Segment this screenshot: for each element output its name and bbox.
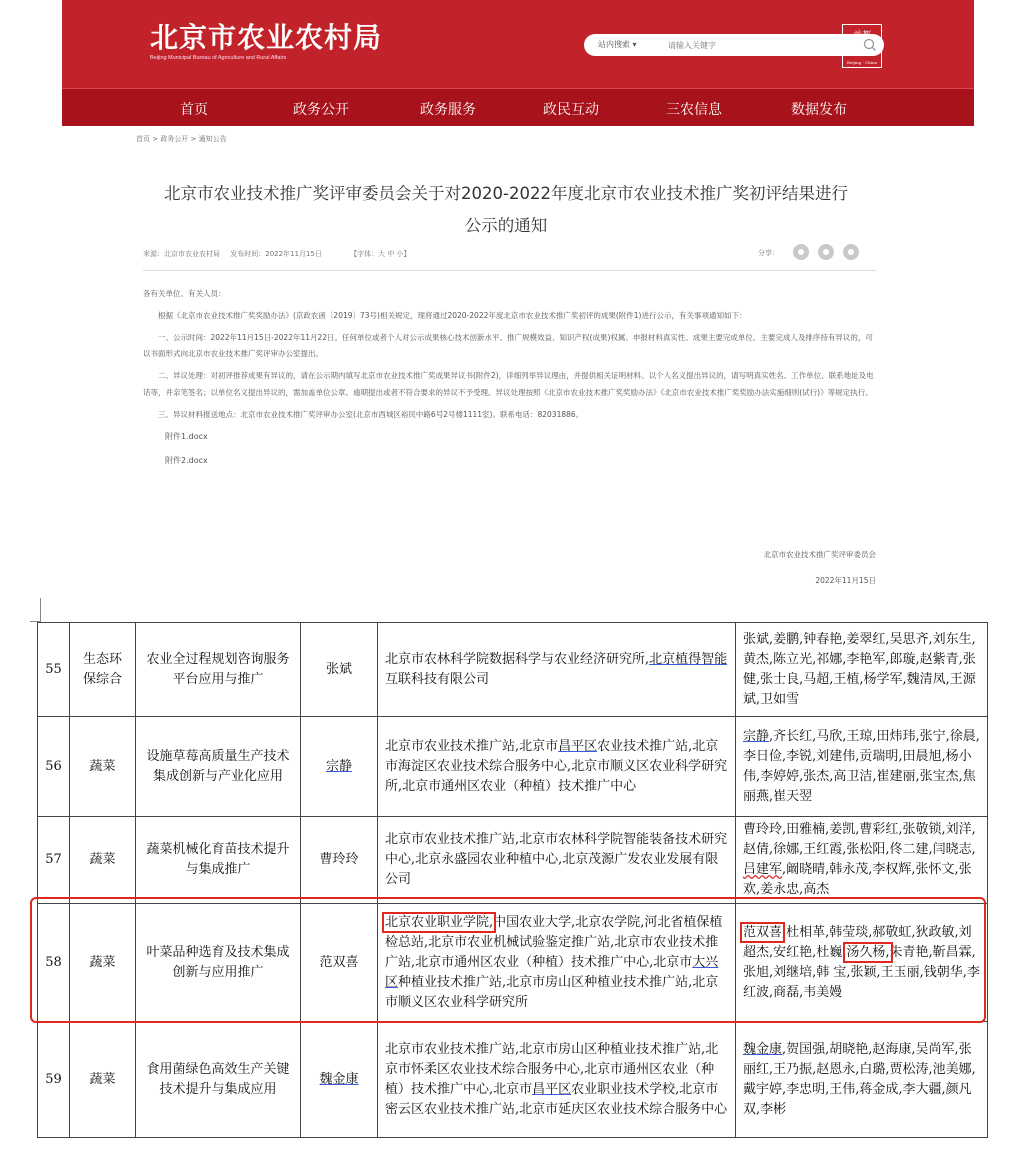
units-underlined: 大兴区 xyxy=(385,954,719,990)
favorite-share-icon[interactable] xyxy=(843,244,859,260)
row-members xyxy=(736,904,988,1022)
units-underlined: 昌平区 xyxy=(558,738,598,754)
signature-date: 2022年11月15日 xyxy=(815,576,876,585)
units-text: 北京市农业技术推广站,北京市房山区种植业技术推广站,北京市怀柔区农业技术综合服务中心,北京市通州区农业（种植）技术推广中心,北京市 xyxy=(385,1041,719,1097)
row-project: 蔬菜机械化育苗技术提升与集成推广 xyxy=(136,817,301,904)
table-row xyxy=(38,1022,988,1138)
row-number: 59 xyxy=(38,1022,70,1138)
units-text: 北京市农业技术推广站,北京市 xyxy=(385,738,559,754)
row-units xyxy=(378,904,736,1022)
row-number: 55 xyxy=(38,623,70,717)
member-underlined: 魏金康 xyxy=(743,1041,783,1057)
row-leader xyxy=(301,1022,378,1138)
main-nav xyxy=(62,88,974,126)
article-body xyxy=(143,286,876,478)
members-text: 曹玲玲,田雅楠,姜凯,曹彩红,张敬锁,刘洋,赵倩,徐娜,王红霞,张松阳,佟二建,闫晓志, xyxy=(743,822,976,857)
table-row xyxy=(38,817,988,904)
article-meta xyxy=(143,249,419,259)
row-category: 蔬菜 xyxy=(70,1022,136,1138)
row-members xyxy=(736,1022,988,1138)
capital-emblem-logo xyxy=(842,24,882,68)
row-project: 设施草莓高质量生产技术集成创新与产业化应用 xyxy=(136,717,301,817)
row-category: 蔬菜 xyxy=(70,817,136,904)
row-number: 58 xyxy=(38,904,70,1022)
breadcrumb[interactable]: 首页 > 政务公开 > 通知公告 xyxy=(136,135,227,143)
units-underlined: 北京植得智能 xyxy=(649,651,728,667)
leader-underlined: 魏金康 xyxy=(319,1071,359,1087)
row-project: 农业全过程规划咨询服务平台应用与推广 xyxy=(136,623,301,717)
row-category: 生态环保综合 xyxy=(70,623,136,717)
row-project: 叶菜品种选育及技术集成创新与应用推广 xyxy=(136,904,301,1022)
divider xyxy=(143,270,876,271)
page-title-line2: 公示的通知 xyxy=(464,216,548,235)
units-text: 互联科技有限公司 xyxy=(385,671,490,687)
member-underlined: 宗静 xyxy=(743,728,770,744)
emblem-chars: 首都 xyxy=(852,31,871,41)
member-boxed: 范双喜 xyxy=(743,924,783,940)
row-units xyxy=(378,1022,736,1138)
search-input[interactable] xyxy=(668,37,848,53)
article-source: 来源：北京市农业农村局 xyxy=(143,250,220,258)
units-boxed: 北京农业职业学院, xyxy=(385,914,494,930)
row-number: 56 xyxy=(38,717,70,817)
members-text: ,阚晓晴,韩永茂,李权辉,张怀文,张欢,姜永忠,高杰 xyxy=(743,862,972,897)
units-text: 种植业技术推广站,北京市房山区种植业技术推广站,北京市顺义区农业科学研究所 xyxy=(385,974,719,1010)
site-title[interactable]: 北京市农业农村局 xyxy=(150,21,383,54)
nav-item-data[interactable]: 数据发布 xyxy=(791,102,847,118)
wechat-share-icon[interactable] xyxy=(793,244,809,260)
row-number: 57 xyxy=(38,817,70,904)
nav-item-gov-services[interactable]: 政务服务 xyxy=(420,102,476,118)
units-underlined: 昌平区 xyxy=(532,1081,572,1097)
units-text: 北京市农林科学院数据科学与农业经济研究所, xyxy=(385,651,650,667)
table-row xyxy=(38,623,988,717)
crop-mark xyxy=(30,598,41,622)
members-text: ,贺国强,胡晓艳,赵海康,吴尚军,张丽红,王乃振,赵恩永,白璐,贾松涛,池美娜,戴宇婷,李忠明,王伟,蒋金成,李大疆,颜凡双,李彬 xyxy=(743,1041,976,1117)
nav-item-interaction[interactable]: 政民互动 xyxy=(543,102,599,118)
row-leader: 范双喜 xyxy=(301,904,378,1022)
row-category: 蔬菜 xyxy=(70,904,136,1022)
signature-org: 北京市农业技术推广奖评审委员会 xyxy=(763,550,876,559)
page-title xyxy=(136,178,876,242)
row-units xyxy=(378,717,736,817)
share-label: 分享： xyxy=(758,249,779,257)
nav-item-home[interactable]: 首页 xyxy=(180,102,208,118)
nav-item-agri-info[interactable]: 三农信息 xyxy=(666,102,722,118)
row-members: 张斌,姜鹏,钟春艳,姜翠红,吴思齐,刘东生,黄杰,陈立光,祁娜,李艳军,郎璇,赵紫青,张健,张士良,马超,王植,杨学军,魏清凤,王源斌,卫如雪 xyxy=(736,623,988,717)
salutation: 各有关单位、有关人员： xyxy=(143,289,226,298)
emblem-en: Beijing · China xyxy=(847,60,877,65)
awards-table xyxy=(37,622,988,1138)
leader-underlined: 宗静 xyxy=(325,758,352,774)
attachment-link-2[interactable]: 附件2.docx xyxy=(165,456,208,466)
units-text: 农业职业技术学校,北京市密云区农业技术推广站,北京市延庆区农业技术综合服务中心 xyxy=(385,1081,728,1117)
paragraph: 根据《北京市农业技术推广奖奖励办法》(京政农函〔2019〕73号)相关规定，现将通过2020-2022年度北京市农业技术推广奖初评的成果(附件1)进行公示，有关事项通知如下： xyxy=(158,310,747,320)
site-title-en: Beijing Municipal Bureau of Agriculture and Rural Affairs xyxy=(150,55,287,61)
members-text: 朱青艳,靳昌霖,张旭,刘继培,韩 宝,张颖,王玉丽,钱朝华,李红波,商磊,韦美嫚 xyxy=(743,944,980,1000)
weibo-share-icon[interactable] xyxy=(818,244,834,260)
row-category: 蔬菜 xyxy=(70,717,136,817)
paragraph: 一、公示时间：2022年11月15日-2022年11月22日。任何单位或者个人对公示成果核心技术创新水平、推广规模效益、知识产权(成果)权属、申报材料真实性、成果主要完成单位、主要完成人及排序持有异议的，可以书面形式向北京市农业技术推广奖评审办公室提出。 xyxy=(143,332,873,359)
members-text: ,杜相革,韩莹琰,郝敬虹,狄政敏,刘超杰,安红艳,杜巍, xyxy=(743,924,972,960)
member-flagged: 吕建军 xyxy=(743,862,783,877)
row-project: 食用菌绿色高效生产关键技术提升与集成应用 xyxy=(136,1022,301,1138)
table-row xyxy=(38,904,988,1022)
units-text: 中国农业大学,北京农学院,河北省植保植检总站,北京市农业机械试验鉴定推广站,北京市农业技术推广站,北京市通州区农业（种植）技术推广中心,北京市 xyxy=(385,914,723,970)
units-text: 农业技术推广站,北京市海淀区农业技术综合服务中心,北京市顺义区农业科学研究所,北京市通州区农业（种植）技术推广中心 xyxy=(385,738,728,794)
row-units: 北京市农业技术推广站,北京市农林科学院智能装备技术研究中心,北京永盛园农业种植中心,北京茂源广发农业发展有限公司 xyxy=(378,817,736,904)
article-date: 发布时间：2022年11月15日 xyxy=(230,250,322,258)
members-text: ,齐长红,马欣,王琼,田炜玮,张宁,徐晨,李日俭,李锐,刘建伟,贡瑞明,田晨旭,杨小伟,李婷婷,张杰,高卫洁,崔建丽,张宝杰,焦丽燕,崔天翌 xyxy=(743,728,980,804)
search-scope-dropdown[interactable]: 站内搜索 ▾ xyxy=(598,40,637,49)
site-header xyxy=(62,0,974,88)
attachment-link-1[interactable]: 附件1.docx xyxy=(165,431,208,441)
page-title-line1: 北京市农业技术推广奖评审委员会关于对2020-2022年度北京市农业技术推广奖初评结果进行 xyxy=(164,184,848,203)
row-members xyxy=(736,817,988,904)
table-row xyxy=(38,717,988,817)
row-leader: 曹玲玲 xyxy=(301,817,378,904)
paragraph: 二、异议处理：对初评推荐成果有异议的，请在公示期内填写北京市农业技术推广奖成果异议书(附件2)，详细列举异议理由，并提供相关证明材料。以个人名义提出异议的，请写明真实姓名、工作单位、联系地址及电话等，并亲笔签名；以单位名义提出异议的，需加盖单位公章。逾期提出或者不符合要求的异议不予受理。异议处理按照《北京市农业技术推广奖奖励办法》《北京市农业技术推广奖奖励办法实施细则(试行)》等规定执行。 xyxy=(143,371,874,397)
row-leader xyxy=(301,717,378,817)
member-boxed: 汤久杨, xyxy=(846,944,890,960)
row-leader: 张斌 xyxy=(301,623,378,717)
search-box[interactable] xyxy=(584,34,884,56)
row-members xyxy=(736,717,988,817)
font-size-control[interactable]: 【字体：大 中 小】 xyxy=(350,250,411,258)
nav-item-gov-affairs[interactable]: 政务公开 xyxy=(293,102,349,118)
row-units xyxy=(378,623,736,717)
paragraph: 三、异议材料报送地点：北京市农业技术推广奖评审办公室(北京市西城区裕民中路6号2号楼1111室)。联系电话：82031886。 xyxy=(158,409,584,419)
